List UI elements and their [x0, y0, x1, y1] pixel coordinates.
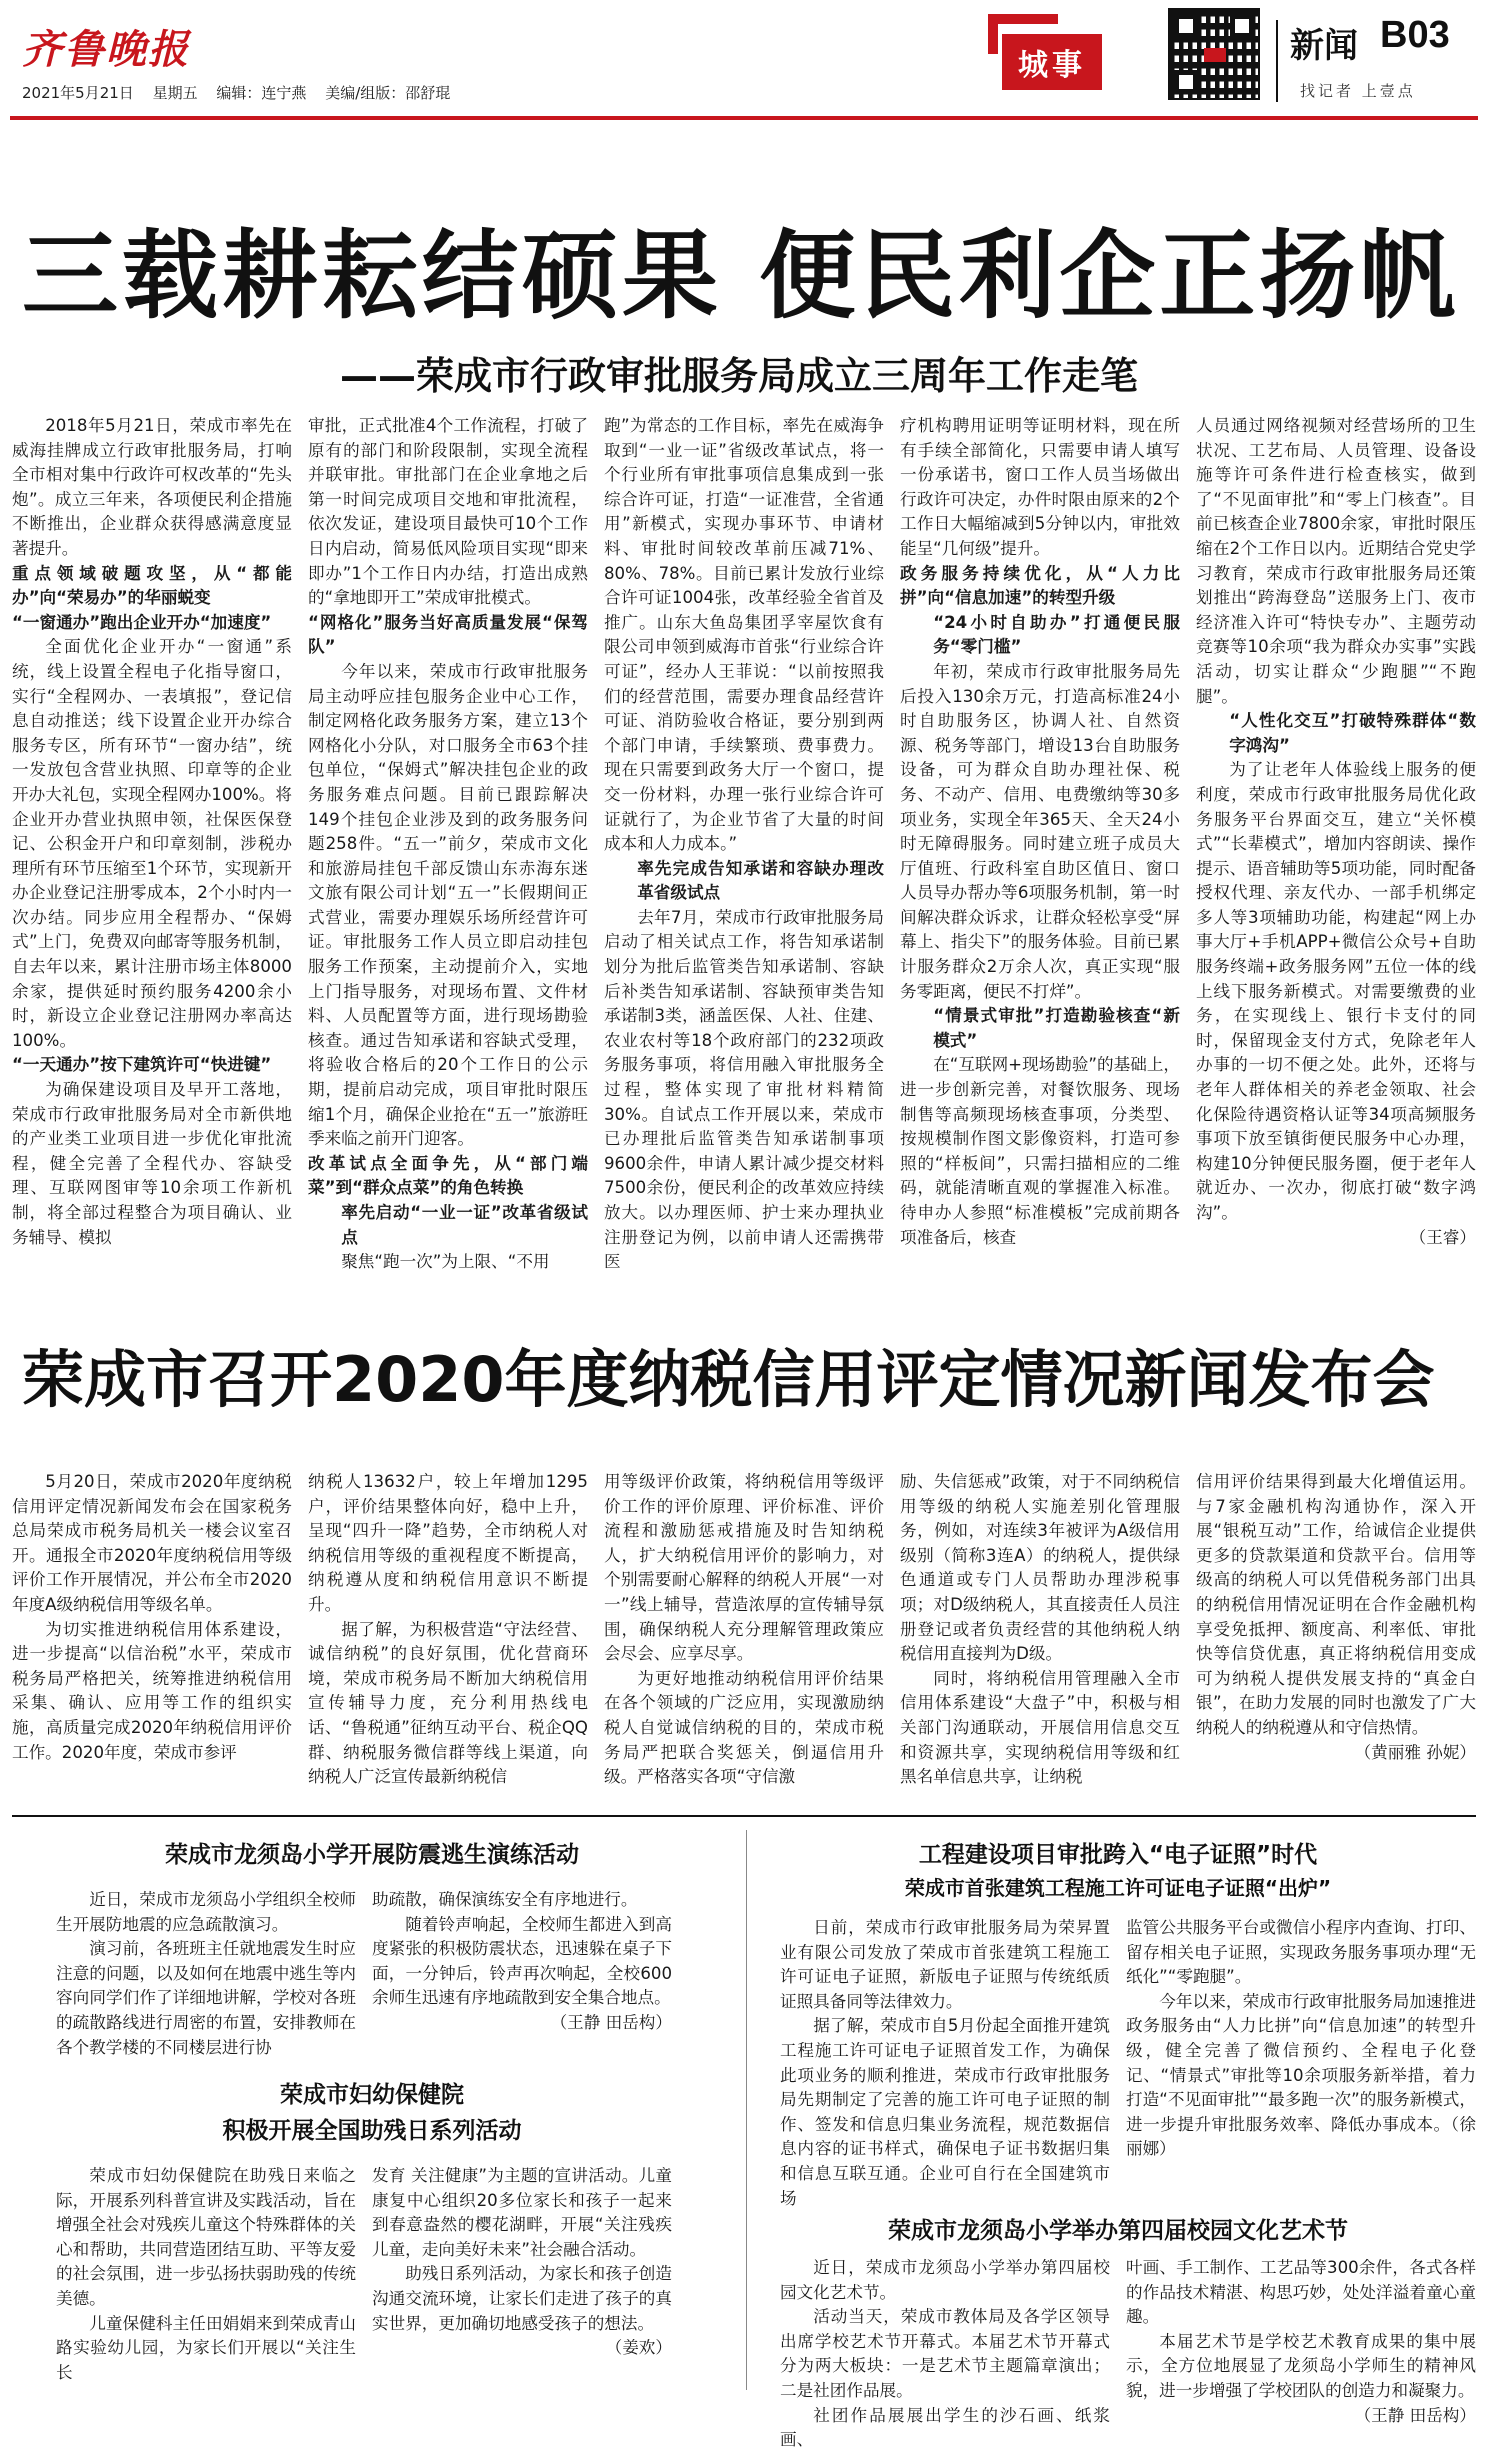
paragraph: 监管公共服务平台或微信小程序内查询、打印、留存相关电子证照，实现政务服务事项办理“无纸化”“零跑腿”。	[1126, 1918, 1476, 1987]
page-number: B03	[1380, 14, 1450, 56]
paragraph: 全面优化企业开办“一窗通”系统，线上设置全程电子化指导窗口，实行“全程网办、一表填报”，登记信息自动推送；线下设置企业开办综合服务专区，所有环节“一窗办结”，统一发放包含营业执照、印章等的企业开办大礼包，实现全程网办100%。将企业开办营业执照申领，社保医保登记、公积金开户和印章刻制，涉税办理所有环节压缩至1个环节，实现新开办企业登记注册零成本，2个小时内一次办结。同步应用全程帮办、“保姆式”上门，免费双向邮寄等服务机制，自去年以来，累计注册市场主体8000余家，提供延时预约服务4200余小时，新设立企业登记注册网办率高达100%。	[12, 637, 292, 1050]
paragraph: 为了让老年人体验线上服务的便利度，荣成市行政审批服务局优化政务服务平台界面交互，建立“关怀模式”“长辈模式”，增加内容朗读、操作提示、语音辅助等5项功能，同时配备授权代理、亲友代办、一部手机绑定多人等3项辅助功能，构建起“网上办事大厅+手机APP+微信公众号+自助服务终端+政务服务网”五位一体的线上线下服务新模式。对需要缴费的业务，在实现线上、银行卡支付的同时，保留现金支付方式，免除老年人办事的一切不便之处。此外，还将与老年人群体相关的养老金领取、社会化保险待遇资格认证等34项高频服务事项下放至镇街便民服务中心办理，构建10分钟便民服务圈，便于老年人就近办、一次办，彻底打破“数字鸿沟”。	[1196, 760, 1476, 1222]
masthead	[0, 0, 1488, 130]
subheading: “网格化”服务当好高质量发展“保驾队”	[308, 612, 588, 657]
paragraph: 助疏散，确保演练安全有序地进行。	[372, 1890, 638, 1909]
paragraph: 为更好地推动纳税信用评价结果在各个领域的广泛应用，实现激励纳税人自觉诚信纳税的目的，荣成市税务局严把联合奖惩关，倒逼信用升级。严格落实各项“守信激	[604, 1668, 884, 1787]
brief2-column-2	[372, 2164, 672, 2388]
story1-headline: 三载耕耘结硕果 便民利企正扬帆	[22, 220, 1460, 332]
issue-info	[22, 82, 464, 103]
paragraph: 据了解，荣成市自5月份起全面推开建筑工程施工许可证电子证照首发工作，为确保此项业务的顺利推进，荣成市行政审批服务局先期制定了完善的施工许可电子证照的制作、签发和信息归集业务流程，规范数据信息内容的证书样式，确保电子证书数据归集和信息互联互通。企业可自行在全国建筑市场	[780, 2016, 1110, 2208]
story2-column-2	[308, 1470, 588, 1802]
brief4-title: 荣成市龙须岛小学举办第四届校园文化艺术节	[888, 2218, 1348, 2244]
paragraph: 疗机构聘用证明等证明材料，现在所有手续全部简化，只需要申请人填写一份承诺书，窗口工作人员当场做出行政许可决定，办件时限由原来的2个工作日大幅缩减到5分钟以内，审批效能呈“几何级”提升。	[900, 416, 1180, 558]
paragraph: 演习前，各班班主任就地震发生时应注意的问题，以及如何在地震中逃生等内容向同学们作了详细地讲解，学校对各班的疏散路线进行周密的布置，安排教师在各个教学楼的不同楼层进行协	[56, 1939, 356, 2057]
paragraph: 近日，荣成市龙须岛小学组织全校师生开展防地震的应急疏散演习。	[56, 1890, 356, 1934]
section-tag-label: 城事	[1002, 34, 1102, 90]
brief2-column-1	[56, 2164, 356, 2388]
story1-column-2	[308, 414, 588, 1272]
designer-credit: 美编/组版：邵舒琨	[325, 84, 451, 102]
paragraph: 信用评价结果得到最大化增值运用。与7家金融机构沟通协作，深入开展“银税互动”工作，给诚信企业提供更多的贷款渠道和贷款平台。信用等级高的纳税人可以凭借税务部门出具的纳税信用情况证明在合作金融机构享受免抵押、额度高、利率低、审批快等信贷优惠，真正将纳税信用变成可为纳税人提供发展支持的“真金白银”，在助力发展的同时也激发了广大纳税人的纳税遵从和守信热情。	[1196, 1472, 1476, 1737]
paragraph: 本届艺术节是学校艺术教育成果的集中展示，全方位地展显了龙须岛小学师生的精神风貌，进一步增强了学校团队的创造力和凝聚力。	[1126, 2331, 1476, 2400]
paragraph: 2018年5月21日，荣成市率先在威海挂牌成立行政审批服务局，打响全市相对集中行政许可权改革的“先头炮”。成立三年来，各项便民利企措施不断推出，企业群众获得感满意度显著提升。	[12, 416, 292, 558]
paper-logo: 齐鲁晚报	[22, 26, 190, 73]
editor-credit: 编辑：连宁燕	[216, 84, 307, 102]
paragraph: 近日，荣成市龙须岛小学举办第四届校园文化艺术节。	[780, 2258, 1110, 2302]
paragraph: 励、失信惩戒”政策，对于不同纳税信用等级的纳税人实施差别化管理服务，例如，对连续3年被评为A级信用级别（简称3连A）的纳税人，提供绿色通道或专门人员帮助办理涉税事项；对D级纳税人，其直接责任人员注册登记或者负责经营的其他纳税人纳税信用直接判为D级。	[900, 1472, 1180, 1664]
paragraph: 据了解，为积极营造“守法经营、诚信纳税”的良好氛围，优化营商环境，荣成市税务局不断加大纳税信用宣传辅导力度，充分利用热线电话、“鲁税通”征纳互动平台、税企QQ群、纳税服务微信群等线上渠道，向纳税人广泛宣传最新纳税信	[308, 1619, 588, 1787]
byline: （黄丽雅 孙妮）	[1354, 1742, 1476, 1762]
paragraph: 去年7月，荣成市行政审批服务局启动了相关试点工作，将告知承诺制划分为批后监管类告知承诺制、容缺后补类告知承诺制、容缺预审类告知承诺制3类，涵盖医保、人社、住建、农业农村等18个政府部门的232项政务服务事项，将信用融入审批服务全过程，整体实现了审批材料精简30%。自试点工作开展以来，荣成市已办理批后监管类告知承诺制事项9600余件，申请人累计减少提交材料7500余份，便民利企的改革效应持续放大。以办理医师、护士来办理执业注册登记为例，以前申请人还需携带医	[604, 907, 884, 1272]
subheading: “一窗通办”跑出企业开办“加速度”	[12, 612, 272, 632]
paragraph: 纳税人13632户，较上年增加1295户，评价结果整体向好，稳中上升，呈现“四升一降”趋势，全市纳税人对纳税信用等级的重视程度不断提高，纳税遵从度和纳税信用意识不断提升。	[308, 1472, 588, 1614]
brief4-column-2	[1126, 2256, 1476, 2425]
paragraph: 聚焦“跑一次”为上限、“不用	[341, 1252, 550, 1272]
brief4-column-1	[780, 2256, 1110, 2450]
brief2-title-line1: 荣成市妇幼保健院	[280, 2082, 464, 2108]
byline: （姜欢）	[605, 2338, 672, 2358]
story2-column-4	[900, 1470, 1180, 1802]
subheading: 率先完成告知承诺和容缺办理改革省级试点	[637, 858, 884, 903]
paragraph: 今年以来，荣成市行政审批服务局加速推进政务服务由“人力比拼”向“信息加速”的转型升级，健全完善了微信预约、全程电子化登记、“情景式”审批等10余项服务新举措，着力打造“不见面审批”“最多跑一次”的服务新模式，进一步提升审批服务效率、降低办事成本。（徐丽娜）	[1126, 1991, 1476, 2159]
section-divider	[12, 1815, 1476, 1817]
paragraph: 荣成市妇幼保健院在助残日来临之际，开展系列科普宣讲及实践活动，旨在增强全社会对残疾儿童这个特殊群体的关心和帮助，共同营造团结互助、平等友爱的社会氛围，进一步弘扬扶弱助残的传统美德。	[56, 2166, 356, 2308]
paragraph: 叶画、手工制作、工艺品等300余件，各式各样的作品技术精湛、构思巧妙，处处洋溢着童心童趣。	[1126, 2258, 1476, 2327]
subheading: 重点领域破题攻坚，从“都能办”向“荣易办”的华丽蜕变	[12, 563, 292, 608]
brief2-title-line2: 积极开展全国助残日系列活动	[222, 2118, 522, 2144]
brief3-title-line1: 工程建设项目审批跨入“电子证照”时代	[918, 1842, 1318, 1868]
brief3-column-1	[780, 1916, 1110, 2208]
story1-subhead: ——荣成市行政审批服务局成立三周年工作走笔	[340, 354, 1139, 398]
masthead-rule	[10, 116, 1478, 120]
paragraph: 发育 关注健康”为主题的宣讲活动。儿童康复中心组织20多位家长和孩子一起来到春意盎然的樱花湖畔，开展“关注残疾儿童，走向美好未来”社会融合活动。	[372, 2166, 672, 2259]
paragraph: 跑”为常态的工作目标，率先在威海争取到“一业一证”省级改革试点，将一个行业所有审批事项信息集成到一张综合许可证，打造“一证准营，全省通用”新模式，实现办事环节、申请材料、审批时间较改革前压减71%、80%、78%。目前已累计发放行业综合许可证1004张，改革经验全省首及推广。山东大鱼岛集团孚宰屋饮食有限公司申领到威海市首张“行业综合许可证”，经办人王菲说：“以前按照我们的经营范围，需要办理食品经营许可证、消防验收合格证，要分别到两个部门申请，手续繁琐、费事费力。现在只需要到政务大厅一个窗口，提交一份材料，办理一张行业综合许可证就行了，为企业节省了大量的时间成本和人力成本。”	[604, 416, 884, 854]
brief1-column-2	[372, 1888, 672, 2058]
paragraph: 为切实推进纳税信用体系建设，进一步提高“以信治税”水平，荣成市税务局严格把关，统筹推进纳税信用采集、确认、应用等工作的组织实施，高质量完成2020年纳税信用评价工作。2020年度，荣成市参评	[12, 1619, 292, 1762]
story2-headline: 荣成市召开2020年度纳税信用评定情况新闻发布会	[22, 1343, 1435, 1416]
byline: （王静 田岳构）	[1354, 2405, 1476, 2425]
paragraph: 社团作品展展出学生的沙石画、纸浆画、	[780, 2405, 1110, 2450]
paragraph: 为确保建设项目及早开工落地，荣成市行政审批服务局对全市新供地的产业类工业项目进一步优化审批流程，健全完善了全程代办、容缺受理、互联网图审等10余项工作新机制，将全部过程整合为项目确认、业务辅导、模拟	[12, 1080, 292, 1247]
issue-weekday: 星期五	[152, 84, 198, 102]
paragraph: 在“互联网+现场勘验”的基础上，进一步创新完善，对餐饮服务、现场制售等高频现场核查事项，分类型、按规模制作图文影像资料，打造可参照的“样板间”，只需扫描相应的二维码，就能清晰直观的掌握准入标准。待申办人参照“标准模板”完成前期各项准备后，核查	[900, 1055, 1181, 1247]
subheading: 政务服务持续优化，从“人力比拼”向“信息加速”的转型升级	[900, 563, 1180, 608]
column-divider	[746, 1830, 747, 2390]
story1-column-4	[900, 414, 1180, 1250]
subheading: “一天通办”按下建筑许可“快进键”	[12, 1055, 272, 1075]
paragraph: 活动当天，荣成市教体局及各学区领导出席学校艺术节开幕式。本届艺术节开幕式分为两大板块：一是艺术节主题篇章演出；二是社团作品展。	[780, 2307, 1110, 2400]
story2-column-1	[12, 1470, 292, 1802]
paragraph: 日前，荣成市行政审批服务局为荣昇置业有限公司发放了荣成市首张建筑工程施工许可证电子证照，新版电子证照与传统纸质证照具备同等法律效力。	[780, 1918, 1110, 2011]
paragraph: 审批，正式批准4个工作流程，打破了原有的部门和阶段限制，实现全流程并联审批。审批部门在企业拿地之后第一时间完成项目交地和审批流程，依次发证，建设项目最快可10个工作日内启动，简易低风险项目实现“即来即办”1个工作日内办结，打造出成熟的“拿地即开工”荣成审批模式。	[308, 416, 588, 608]
subheading: 改革试点全面争先，从“部门端菜”到“群众点菜”的角色转换	[308, 1153, 588, 1198]
section-name: 新闻	[1290, 26, 1358, 66]
byline: （王睿）	[1409, 1227, 1476, 1247]
story1-column-5	[1196, 414, 1476, 1284]
story1-column-3	[604, 414, 884, 1272]
brief3-column-2	[1126, 1916, 1476, 2196]
paragraph: 随着铃声响起，全校师生都进入到高度紧张的积极防震状态，迅速躲在桌子下面，一分钟后，铃声再次响起，全校600余师生迅速有序地疏散到安全集合地点。	[372, 1914, 672, 2008]
brief1-column-1	[56, 1888, 356, 2058]
subheading: “24小时自助办”打通便民服务“零门槛”	[933, 612, 1180, 657]
reporter-slogan: 找记者 上壹点	[1300, 82, 1416, 100]
paragraph: 助残日系列活动，为家长和孩子创造沟通交流环境，让家长们走进了孩子的真实世界，更加确切地感受孩子的想法。	[372, 2264, 672, 2333]
paragraph: 人员通过网络视频对经营场所的卫生状况、工艺布局、人员管理、设备设施等许可条件进行检查核实，做到了“不见面审批”和“零上门核查”。目前已核查企业7800余家，审批时限压缩在2个工作日以内。近期结合党史学习教育，荣成市行政审批服务局还策划推出“跨海登岛”送服务上门、夜市经济准入许可“特快专办”、主题劳动竞赛等10余项“我为群众办实事”实践活动，切实让群众“少跑腿”“不跑腿”。	[1196, 416, 1476, 706]
subheading: 率先启动“一业一证”改革省级试点	[341, 1203, 588, 1247]
paragraph: 用等级评价政策，将纳税信用等级评价工作的评价原理、评价标准、评价流程和激励惩戒措施及时告知纳税人，扩大纳税信用评价的影响力，对个别需要耐心解释的纳税人开展“一对一”线上辅导，营造浓厚的宣传辅导氛围，确保纳税人充分理解管理政策应会尽会、应享尽享。	[604, 1472, 884, 1664]
issue-date: 2021年5月21日	[22, 84, 134, 102]
masthead-divider	[1276, 20, 1278, 102]
subheading: “情景式审批”打造勘验核查“新模式”	[933, 1006, 1180, 1050]
qr-code-icon	[1168, 8, 1260, 100]
story1-column-1	[12, 414, 292, 1250]
paragraph: 儿童保健科主任田娟娟来到荣成青山路实验幼儿园，为家长们开展以“关注生长	[56, 2313, 356, 2382]
byline: （王静 田岳构）	[550, 2012, 672, 2032]
paragraph: 同时，将纳税信用管理融入全市信用体系建设“大盘子”中，积极与相关部门沟通联动，开展信用信息交互和资源共享，实现纳税信用等级和红黑名单信息共享，让纳税	[900, 1668, 1180, 1787]
section-tag	[988, 14, 1106, 90]
paragraph: 年初，荣成市行政审批服务局先后投入130余万元，打造高标准24小时自助服务区，协调人社、自然资源、税务等部门，增设13台自助服务设备，可为群众自助办理社保、税务、不动产、信用、电费缴纳等30多项业务，实现全年365天、全天24小时无障碍服务。同时建立班子成员大厅值班、行政科室自助区值日、窗口人员导办帮办等6项服务机制，第一时间解决群众诉求，让群众轻松享受“屏幕上、指尖下”的服务体验。目前已累计服务群众2万余人次，真正实现“服务零距离，便民不打烊”。	[900, 661, 1180, 1001]
subheading: “人性化交互”打破特殊群体“数字鸿沟”	[1229, 711, 1476, 755]
story2-column-5	[1196, 1470, 1476, 1802]
brief3-title-line2: 荣成市首张建筑工程施工许可证电子证照“出炉”	[904, 1876, 1332, 1900]
brief1-title: 荣成市龙须岛小学开展防震逃生演练活动	[165, 1842, 579, 1868]
story2-column-3	[604, 1470, 884, 1802]
paragraph: 今年以来，荣成市行政审批服务局主动呼应挂包服务企业中心工作，制定网格化政务服务方案，建立13个网格化小分队，对口服务全市63个挂包单位，“保姆式”解决挂包企业的政务服务难点问题。目前已跟踪解决149个挂包企业涉及到的政务服务问题258件。“五一”前夕，荣成市文化和旅游局挂包千部反馈山东赤海东迷文旅有限公司计划“五一”长假期间正式营业，需要办理娱乐场所经营许可证。审批服务工作人员立即启动挂包服务工作预案，主动提前介入，实地上门指导服务，对现场布置、文件材料、人员配置等方面，进行现场勘验核查。通过告知承诺和容缺式受理，将验收合格后的20个工作日的公示期，提前启动完成，项目审批时限压缩1个月，确保企业抢在“五一”旅游旺季来临之前开门迎客。	[308, 661, 588, 1149]
paragraph: 5月20日，荣成市2020年度纳税信用评定情况新闻发布会在国家税务总局荣成市税务局机关一楼会议室召开。通报全市2020年度纳税信用等级评价工作开展情况，并公布全市2020年度A级纳税信用等级名单。	[12, 1472, 292, 1614]
